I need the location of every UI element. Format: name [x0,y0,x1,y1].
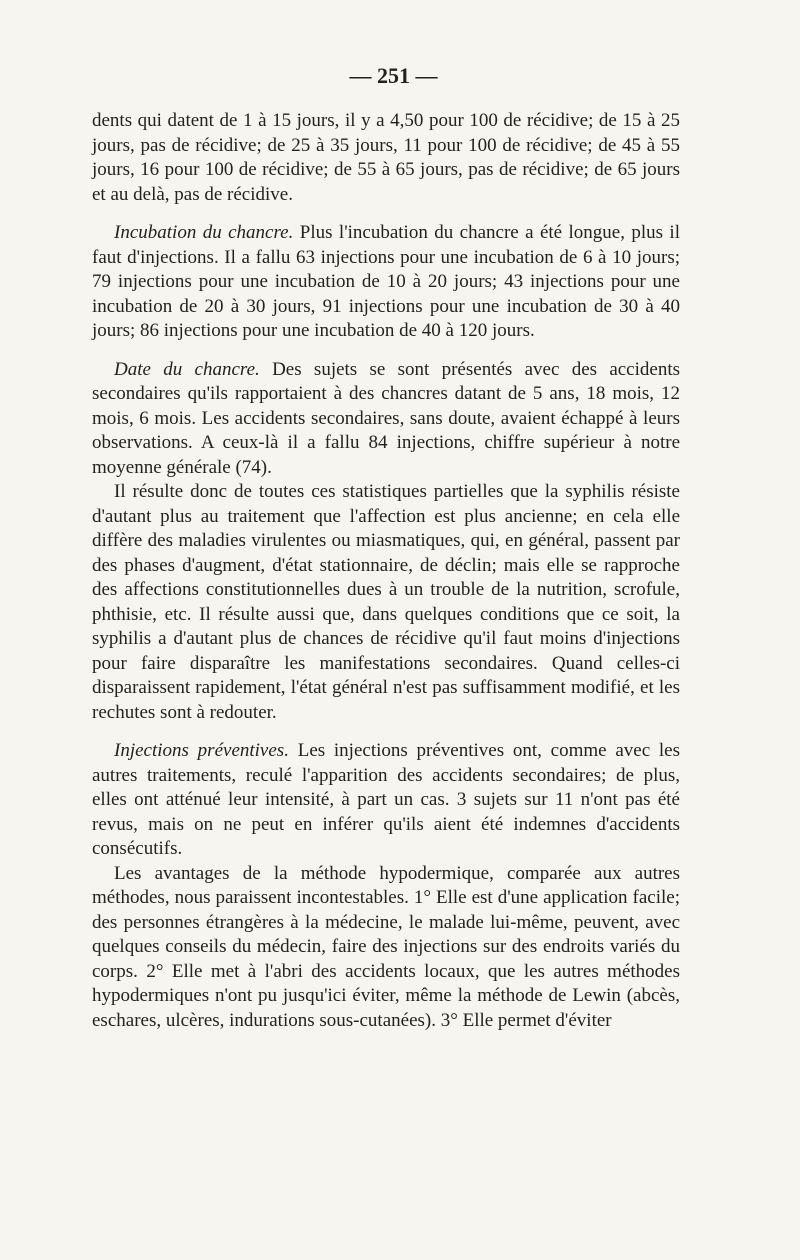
section-heading-injections: Injections préventives. [114,740,289,761]
paragraph-text: Les injections préventives ont, comme avec les autres traitements, reculé l'apparition des accidents secondaires; de plus, elles ont atténué leur intensité, à part un cas. 3 sujets sur 11 n'ont pas été revus, mais on ne peut en inférer qu'ils aient été indemnes d'accidents consécutifs. [92,740,681,859]
paragraph-recidive-stats [92,109,680,207]
paragraph-text: Il résulte donc de toutes ces statistiques partielles que la syphilis résiste d'autant plus au traitement que l'affection est plus ancienne; en cela elle diffère des maladies virulentes ou miasmatiques, qui, en général, passent par des phases d'augment, d'état stationnaire, de déclin; mais elle se rapproche des affections constitutionnelles dues à un trouble de la nutrition, scrofule, phthisie, etc. Il résulte aussi que, dans quelques conditions que ce soit, la syphilis a d'autant plus de chances de récidive qu'il faut moins d'injections pour faire disparaître les manifestations secondaires. Quand celles-ci disparaissent rapidement, l'état général n'est pas suffisamment modifié, et les rechutes sont à redouter. [92,481,680,723]
paragraph-date-chancre [92,358,680,481]
paragraph-incubation [92,221,680,344]
paragraph-text: Plus l'incubation du chancre a été longue, plus il faut d'injections. Il a fallu 63 injections pour une incubation de 6 à 10 jours; 79 injections pour une incubation de 10 à 20 jours; 43 injections pour une incubation de 20 à 30 jours, 91 injections pour une incubation de 30 à 40 jours; 86 injections pour une incubation de 40 à 120 jours. [92,222,680,341]
paragraph-text: dents qui datent de 1 à 15 jours, il y a 4,50 pour 100 de récidive; de 15 à 25 jours, pas de récidive; de 25 à 35 jours, 11 pour 100 de récidive; de 45 à 55 jours, 16 pour 100 de récidive; de 55 à 65 jours, pas de récidive; de 65 jours et au delà, pas de récidive. [92,110,680,205]
page-number: — 251 — [349,63,438,88]
paragraph-injections-preventives [92,739,680,862]
paragraph-conclusion [92,480,680,725]
paragraph-text: Des sujets se sont présentés avec des accidents secondaires qu'ils rapportaient à des chancres datant de 5 ans, 18 mois, 12 mois, 6 mois. Les accidents secondaires, sans doute, avaient échappé à leurs observations. A ceux-là il a fallu 84 injections, chiffre supérieur à notre moyenne générale (74). [92,358,680,478]
section-heading-incubation: Incubation du chancre. [114,222,294,243]
section-heading-date: Date du chancre. [114,358,260,380]
paragraph-avantages [92,862,680,1034]
paragraph-text: Les avantages de la méthode hypodermique, comparée aux autres méthodes, nous paraissent incontestables. 1° Elle est d'une application facile; des personnes étrangères à la médecine, le malade lui-même, peuvent, avec quelques conseils du médecin, faire des injections sur des endroits variés du corps. 2° Elle met à l'abri des accidents locaux, que les autres méthodes hypodermiques n'ont pu jusqu'ici éviter, même la méthode de Lewin (abcès, eschares, ulcères, indurations sous-cutanées). 3° Elle permet d'éviter [92,862,680,1031]
